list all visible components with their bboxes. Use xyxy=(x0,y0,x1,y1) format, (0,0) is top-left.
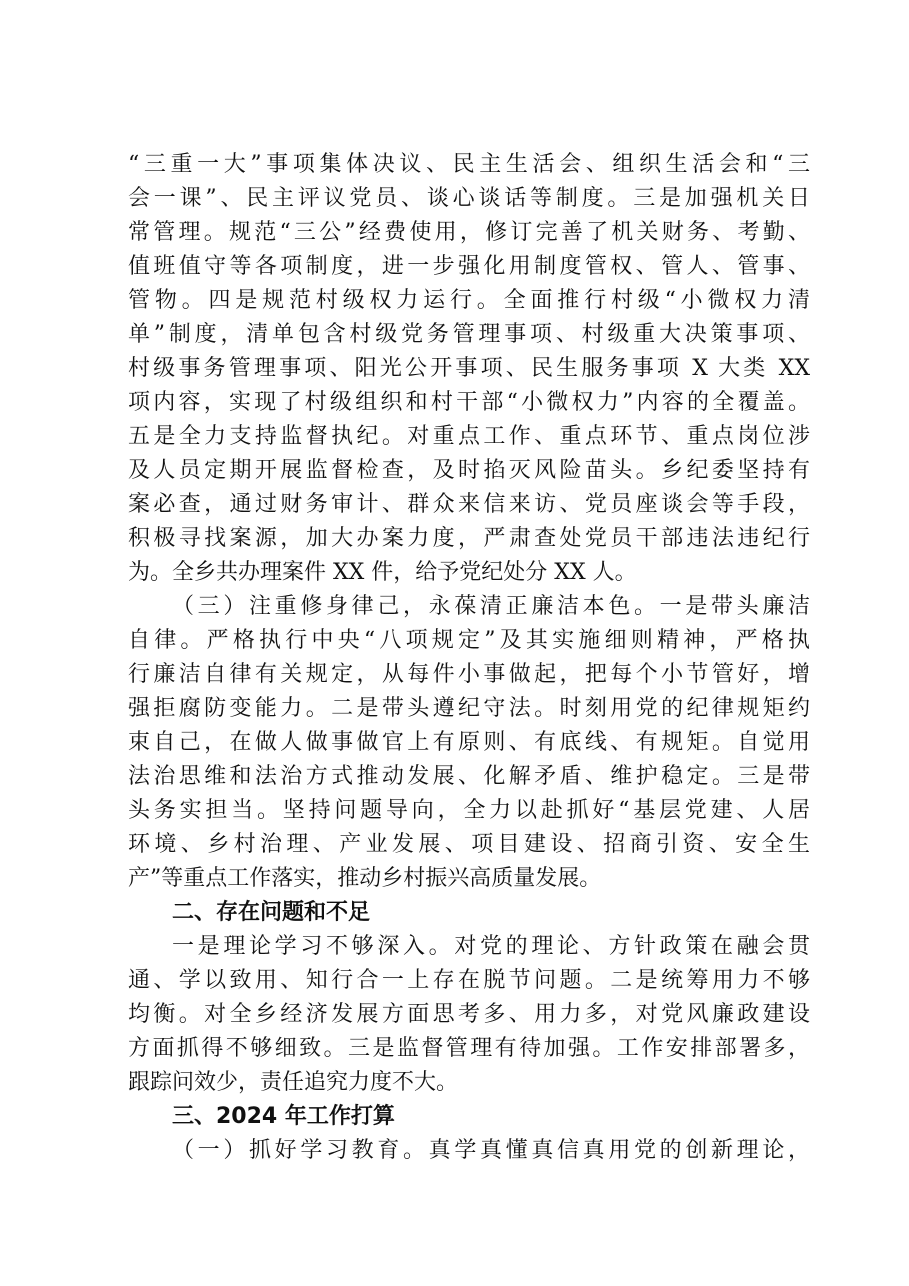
paragraph-end-line: 产”等重点工作落实，推动乡村振兴高质量发展。 xyxy=(128,866,602,891)
section-heading-plans: 三、2024 年工作打算 xyxy=(172,1104,395,1129)
body-line: 强拒腐防变能力。二是带头遵纪守法。时刻用党的纪律规矩约 xyxy=(128,696,810,721)
paragraph-end-line: 跟踪问效少，责任追究力度不大。 xyxy=(128,1070,459,1095)
body-line: 村级事务管理事项、阳光公开事项、民生服务事项 X 大类 XX xyxy=(128,356,810,381)
body-line: 法治思维和法治方式推动发展、化解矛盾、维护稳定。三是带 xyxy=(128,764,810,789)
body-line: 单”制度，清单包含村级党务管理事项、村级重大决策事项、 xyxy=(128,322,810,347)
body-line: 管物。四是规范村级权力运行。全面推行村级“小微权力清 xyxy=(128,288,810,313)
body-line: 积极寻找案源，加大办案力度，严肃查处党员干部违法违纪行 xyxy=(128,526,810,551)
body-line: 均衡。对全乡经济发展方面思考多、用力多，对党风廉政建设 xyxy=(128,1002,810,1027)
paragraph-start-line: 一是理论学习不够深入。对党的理论、方针政策在融会贯 xyxy=(172,934,810,959)
body-line: 自律。严格执行中央“八项规定”及其实施细则精神，严格执 xyxy=(128,628,810,653)
body-line: 方面抓得不够细致。三是监督管理有待加强。工作安排部署多， xyxy=(128,1036,810,1061)
body-line: 值班值守等各项制度，进一步强化用制度管权、管人、管事、 xyxy=(128,254,810,279)
document-body xyxy=(128,148,810,1168)
body-line: 头务实担当。坚持问题导向，全力以赴抓好“基层党建、人居 xyxy=(128,798,810,823)
body-line: 项内容，实现了村级组织和村干部“小微权力”内容的全覆盖。 xyxy=(128,390,810,415)
section-heading-problems: 二、存在问题和不足 xyxy=(172,900,371,925)
body-line: 常管理。规范“三公”经费使用，修订完善了机关财务、考勤、 xyxy=(128,220,810,245)
body-line: 案必查，通过财务审计、群众来信来访、党员座谈会等手段， xyxy=(128,492,810,517)
body-line: 行廉洁自律有关规定，从每件小事做起，把每个小节管好，增 xyxy=(128,662,810,687)
paragraph-start-line: （一）抓好学习教育。真学真懂真信真用党的创新理论， xyxy=(172,1138,810,1163)
body-line: 环境、乡村治理、产业发展、项目建设、招商引资、安全生 xyxy=(128,832,810,857)
body-line: 五是全力支持监督执纪。对重点工作、重点环节、重点岗位涉 xyxy=(128,424,810,449)
paragraph-end-line: 为。全乡共办理案件 XX 件，给予党纪处分 XX 人。 xyxy=(128,560,637,585)
paragraph-start-line: （三）注重修身律己，永葆清正廉洁本色。一是带头廉洁 xyxy=(172,594,810,619)
body-line: 会一课”、民主评议党员、谈心谈话等制度。三是加强机关日 xyxy=(128,186,810,211)
body-line: 及人员定期开展监督检查，及时掐灭风险苗头。乡纪委坚持有 xyxy=(128,458,810,483)
body-line: “三重一大”事项集体决议、民主生活会、组织生活会和“三 xyxy=(128,152,810,177)
body-line: 通、学以致用、知行合一上存在脱节问题。二是统筹用力不够 xyxy=(128,968,810,993)
body-line: 束自己，在做人做事做官上有原则、有底线、有规矩。自觉用 xyxy=(128,730,810,755)
